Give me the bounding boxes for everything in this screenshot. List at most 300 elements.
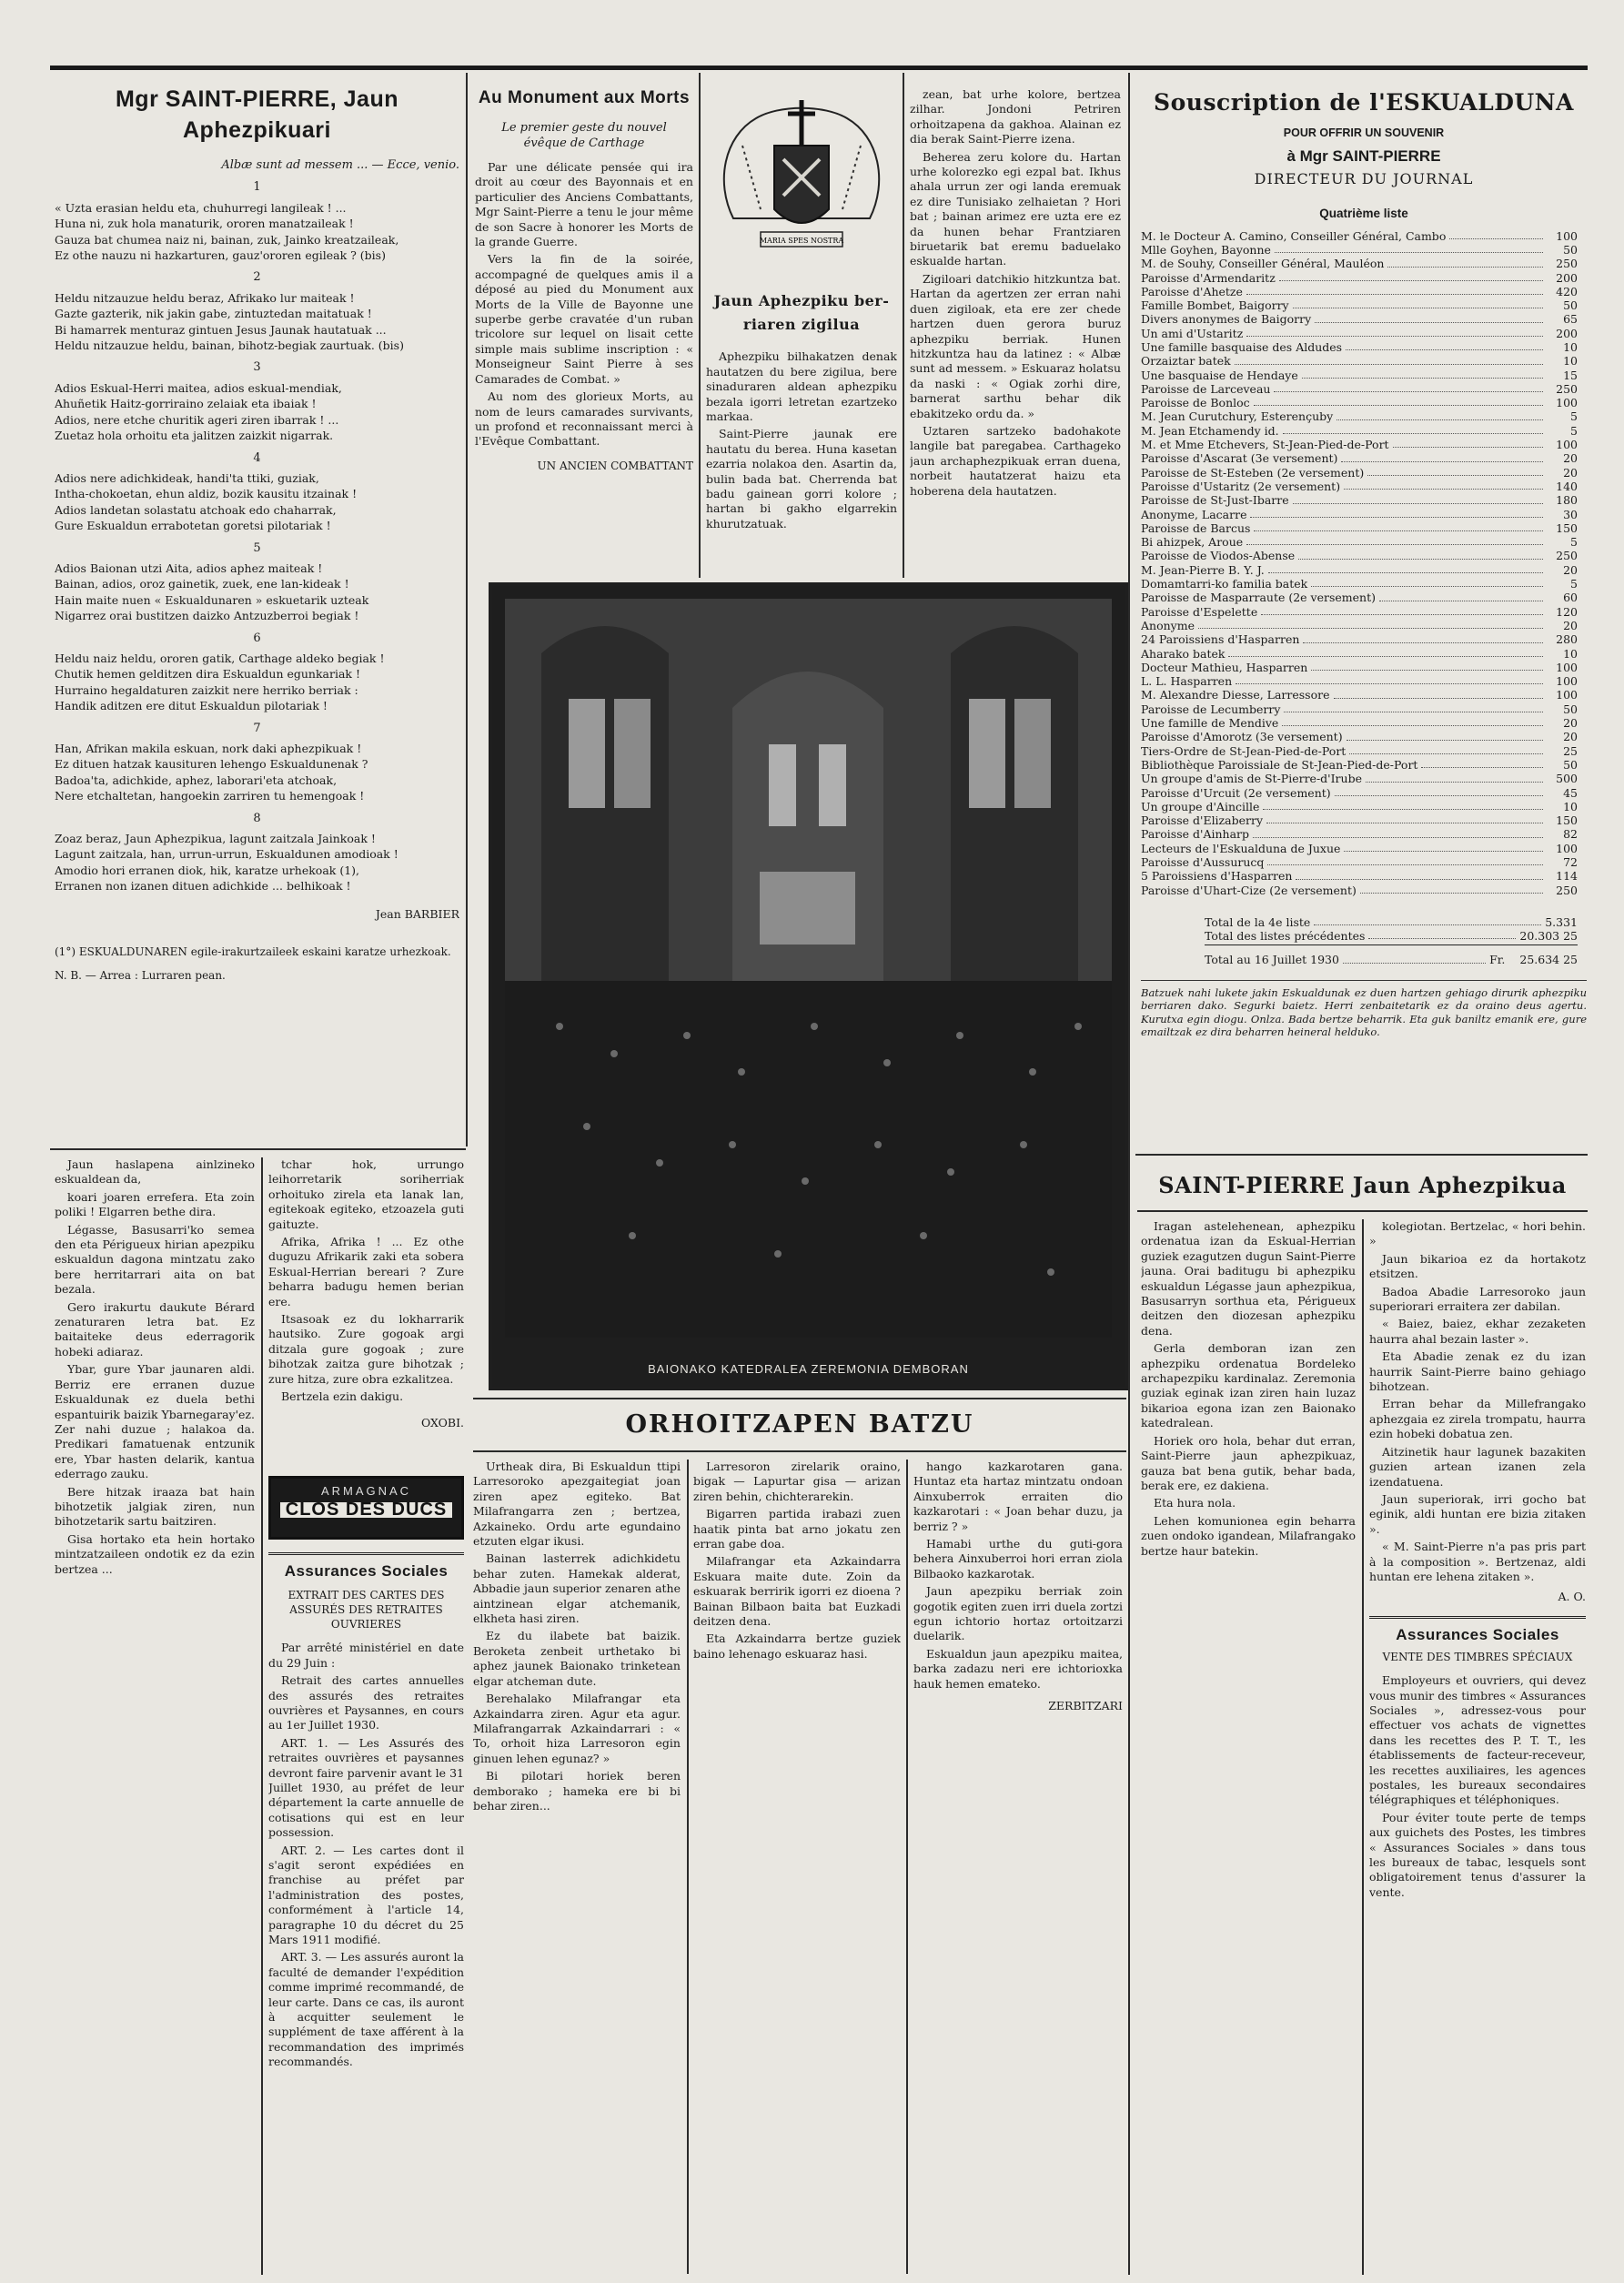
stanza-number: 2 (253, 270, 261, 285)
subscription-entry (1141, 369, 1578, 382)
subscription-note: Batzuek nahi lukete jakin Eskualdunak ez duen hartzen gehiago dirurik aphezpiku berriaren dako. Segurki baietz. Herri zenbaitetarik ez da oraino deus agertu. Kurutxa egin diogu. Onlza. Bada bertze beharrik. Eta guk baniltz emanik ere, gure emailtzak ez dira beharren heineral helduko. (1141, 980, 1587, 1039)
entry-name: Paroisse de St-Just-Ibarre (1141, 493, 1289, 508)
monument-signature: UN ANCIEN COMBATTANT (537, 459, 693, 472)
subscription-entry (1141, 661, 1578, 674)
stanza-line: Hain maite nuen « Eskualdunaren » eskuetarik uzteak (55, 592, 369, 607)
speech-paragraph: Légasse, Basusarri'ko semea den eta Périgueux hirian apezpiku eskualdun dagona mintzatu zako bere herritarrari aita on bat bezala. (55, 1222, 255, 1297)
entry-amount: 82 (1563, 827, 1578, 842)
column-divider (906, 1460, 908, 2274)
monument-body (475, 160, 693, 450)
saint-pierre-paragraph: Lehen komunionea egin beharra zuen ondoko igandean, Milafrangako bertze haur batekin. (1141, 1513, 1356, 1558)
stanza (55, 652, 459, 714)
stanza (55, 471, 459, 534)
section-divider (473, 1450, 1126, 1452)
stanza-line: Intha-chokoetan, ehun aldiz, bozik kausitu itzainak ! (55, 487, 358, 501)
subscription-entry (1141, 813, 1578, 827)
list-title: Quatrième liste (1319, 207, 1408, 221)
entry-amount: 150 (1556, 813, 1578, 828)
subscription-entry (1141, 298, 1578, 312)
speech-signature: OXOBI. (420, 1415, 464, 1429)
entry-amount: 50 (1563, 242, 1578, 257)
stanza-line: Huna ni, zuk hola manaturik, ororen manatzaileak ! (55, 217, 354, 231)
orhoitzapen-paragraph: Jaun apezpiku berriak zoin gogotik egiten zuen irri duela zortzi egun ichtorio hortaz ortoitzarzi duelarik. (913, 1584, 1123, 1643)
orhoitzapen-paragraph: Hamabi urthe du guti-gora behera Ainxuberroi hori erran ziola Bilbaoko kazkarotak. (913, 1537, 1123, 1581)
orhoitzapen-paragraph: Eskualdun jaun apezpiku maitea, barka zadazu neri ere ichtorioxka hauk hemen emateko. (913, 1646, 1123, 1691)
subscription-entry (1141, 674, 1578, 688)
subscription-entry (1141, 480, 1578, 493)
entry-name: Une famille basquaise des Aldudes (1141, 340, 1343, 354)
saint-pierre-paragraph: Badoa Abadie Larresoroko jaun superiorari erraitera zer dabilan. (1369, 1284, 1586, 1314)
speech-paragraph: Bertzela ezin dakigu. (281, 1389, 404, 1404)
subscription-entry (1141, 535, 1578, 549)
subscription-entry (1141, 327, 1578, 340)
entry-amount: 20 (1563, 451, 1578, 466)
entry-name: Anonyme (1141, 618, 1195, 632)
saint-pierre-paragraph: « M. Saint-Pierre n'a pas pris part à la composition ». Bertzenaz, aldi huntan ere lehena zitaken ». (1369, 1540, 1586, 1583)
stanza-number: 1 (253, 180, 261, 195)
entry-amount: 100 (1556, 660, 1578, 674)
poem-title: Mgr SAINT-PIERRE, Jaun Aphezpikuari (115, 86, 399, 143)
entry-name: Paroisse de Bonloc (1141, 396, 1250, 410)
entry-amount: 120 (1556, 604, 1578, 619)
entry-name: Paroisse d'Ustaritz (2e versement) (1141, 479, 1341, 493)
saint-pierre-paragraph: Jaun bikarioa ez da hortakotz etsitzen. (1369, 1251, 1586, 1281)
entry-name: Paroisse de Masparraute (2e versement) (1141, 591, 1376, 605)
subscription-sub2: à Mgr SAINT-PIERRE (1286, 147, 1441, 166)
column-divider (261, 1157, 263, 2275)
entry-name: Paroisse d'Ahetze (1141, 284, 1243, 298)
seal-title-line2: riaren zigilua (742, 316, 861, 334)
column-divider (687, 1460, 689, 2274)
orhoitzapen-col-a (473, 1460, 681, 2274)
assurances-title: Assurances Sociales (284, 1561, 449, 1580)
stanza-line: Adios landetan solastatu atchoak edo chaharrak, (55, 502, 337, 517)
total-row (1205, 929, 1578, 945)
subscription-entry (1141, 605, 1578, 619)
assurances-paragraph: ART. 3. — Les assurés auront la faculté de demander l'expédition comme imprimé recommandé, de leur carte. Dans ce cas, ils auront à acquitter seulement le supplément de taxe afférent à la recommandation des imprimés recommandés. (268, 1950, 464, 2069)
subscription-entry (1141, 716, 1578, 730)
stanza-line: Adios nere adichkideak, handi'ta ttiki, guziak, (55, 470, 319, 485)
stanza-number: 6 (253, 631, 261, 645)
entry-amount: 250 (1556, 549, 1578, 563)
poem-epigraph: Albæ sunt ad messem ... — Ecce, venio. (221, 158, 459, 172)
entry-amount: 280 (1556, 632, 1578, 647)
entry-name: Lecteurs de l'Eskualduna de Juxue (1141, 841, 1341, 855)
entry-name: M. et Mme Etchevers, St-Jean-Pied-de-Port (1141, 438, 1389, 452)
subscription-list (1141, 229, 1587, 897)
entry-amount: 100 (1556, 688, 1578, 702)
subscription-entry (1141, 772, 1578, 785)
subscription-entry (1141, 702, 1578, 716)
seal-paragraph: Saint-Pierre jaunak ere hautatu du berea. Huna kasetan ezarria nolakoa den. Asartin da, bulin bada bat. Cherrenda bat badu gainean gorri kolore ; hartan bi gakho elgarrekin khurutzatuak. (706, 427, 897, 530)
total-amount: 5.331 (1545, 914, 1578, 929)
entry-amount: 10 (1563, 340, 1578, 354)
armagnac-ad (268, 1476, 464, 1540)
orhoitzapen-paragraph: Eta Azkaindarra bertze guziek baino lehenago eskuaraz hasi. (693, 1631, 901, 1661)
subscription-entry (1141, 563, 1578, 577)
saint-pierre-paragraph: Aitzinetik haur lagunek bazakiten guzien artean izanen zela izendatuena. (1369, 1444, 1586, 1489)
stanza-line: Adios Baionan utzi Aita, adios aphez maiteak ! (55, 561, 323, 575)
monument-article (475, 87, 693, 579)
saint-pierre-paragraph: Iragan astelehenean, aphezpiku ordenatua izan da Eskual-Herrian guziek ezagutzen dugun Saint-Pierre jauna. Orai baditugu bi aphezpiku eskualdun Légasse jaun aphezpikua, Basusarryn sorthua eta, Périgueux deitzen den diozesan aphezpiku dena. (1141, 1219, 1356, 1338)
ad-line2: CLOS DES DUCS (280, 1502, 452, 1517)
speech-paragraph: Gisa hortako eta hein hortako mintzatzaileen ondotik ez da ezin bertzea ... (55, 1531, 255, 1576)
poem-footnote: (1°) ESKUALDUNAREN egile-irakurtzaileek eskaini karatze urhezkoak. (55, 945, 451, 959)
section-divider (1137, 1210, 1588, 1212)
subscription-entry (1141, 257, 1578, 270)
entry-name: Une basquaise de Hendaye (1141, 368, 1298, 382)
entry-name: Paroisse de Lecumberry (1141, 702, 1281, 716)
entry-amount: 200 (1556, 326, 1578, 340)
subscription-sub1: POUR OFFRIR UN SOUVENIR (1283, 126, 1445, 139)
episcopal-crest-icon (706, 82, 897, 273)
entry-name: Paroisse d'Uhart-Cize (2e versement) (1141, 883, 1357, 897)
stanza-line: Gazte gazterik, nik jakin gabe, zintuztedan maitatuak ! (55, 307, 372, 321)
assurances-paragraph: ART. 2. — Les cartes dont il s'agit seront expédiées en franchise au préfet par l'administration des postes, conformément à l'article 14, paragraphe 10 du décret du 25 Mars 1911 modifié. (268, 1843, 464, 1947)
stanza-line: Badoa'ta, adichkide, aphez, laborari'eta atchoak, (55, 773, 338, 787)
entry-name: Paroisse d'Amorotz (3e versement) (1141, 730, 1343, 744)
total-amount: 25.634 25 (1519, 953, 1578, 967)
crest-motto: MARIA SPES NOSTRA (759, 237, 844, 245)
saint-pierre-paragraph: « Baiez, baiez, ekhar zezaketen haurra ahal bezain laster ». (1369, 1317, 1586, 1346)
subscription-entry (1141, 758, 1578, 772)
orhoitzapen-title: ORHOITZAPEN BATZU (625, 1410, 974, 1439)
stanza-line: Hurraino hegaldaturen zaizkit nere herriko berriak : (55, 682, 358, 697)
seal-paragraph: Zigiloari datchikio hitzkuntza bat. Hartan da agertzen zer erran nahi duen zigiloak, eta ere zer chede hartzen duen gerora buruz aphezpiku berriak. Hunen hitzkuntza hau da latinez : « Albæ sunt ad messem. » Eskuaraz holatsu da naski : « Ogiak zorhi dire, barnerat sarthu behar dik ebakitzeko ordu da. » (910, 271, 1121, 420)
entry-name: M. de Souhy, Conseiller Général, Mauléon (1141, 257, 1385, 271)
entry-name: Une famille de Mendive (1141, 716, 1279, 731)
subscription-entry (1141, 884, 1578, 897)
speech-article (55, 1157, 255, 2275)
speech-paragraph: Jaun haslapena ainlzineko eskualdean da, (55, 1157, 255, 1187)
monument-paragraph: Vers la fin de la soirée, accompagné de quelques amis il a déposé au pied du Monument aux Morts de la Ville de Bayonne une superbe gerbe cravatée d'un ruban tricolore sur lequel on lisait cette simple mais sublime inscription : « Monseigneur Saint Pierre à ses Camarades de Combat. » (475, 252, 693, 386)
entry-name: Paroisse d'Urcuit (2e versement) (1141, 785, 1331, 800)
entry-name: Un groupe d'Aincille (1141, 799, 1260, 813)
speech-paragraph: tchar hok, urrungo leihorretarik soriherriak orhoituko zirela eta lanak lan, egitekoak egiteko, etzoazela guti gaituzte. (268, 1157, 464, 1231)
subscription-entry (1141, 800, 1578, 813)
entry-name: Paroisse d'Ascarat (3e versement) (1141, 451, 1338, 466)
orhoitzapen-paragraph: Urtheak dira, Bi Eskualdun ttipi Larresoroko apezgaitegiat joan ziren apez egiteko. Bat Milafrangarra zen ; bertzea, Azkaineko. Ordu arte egundaino etzuten elgar ikusi. (473, 1460, 681, 1549)
entry-amount: 20 (1563, 562, 1578, 577)
entry-amount: 72 (1563, 854, 1578, 869)
assurances-paragraph: Retrait des cartes annuelles des assurés des retraites ouvrières et Paysannes, en cours au 1er Juillet 1930. (268, 1673, 464, 1732)
entry-amount: 140 (1556, 479, 1578, 493)
speech-article-continued (268, 1157, 464, 2275)
seal-paragraph: zean, bat urhe kolore, bertzea zilhar. Jondoni Petriren orhoitzapena da gakhoa. Alainan ez dia berak Saint-Pierre izena. (910, 87, 1121, 146)
subscription-entry (1141, 842, 1578, 855)
speech-paragraph: Gero irakurtu daukute Bérard zenaturaren letra bat. Ez baitaiteke deus ederragorik hobeki adiaraz. (55, 1299, 255, 1359)
saint-pierre-body-a (1141, 1219, 1356, 1559)
entry-amount: 20 (1563, 465, 1578, 480)
entry-name: Aharako batek (1141, 646, 1226, 661)
entry-amount: 5 (1570, 535, 1578, 550)
stanza-line: Ahuñetik Haitz-gorriraino zelaiak eta ibaiak ! (55, 397, 317, 411)
subscription-column (1141, 87, 1587, 1147)
entry-amount: 5 (1570, 577, 1578, 591)
entry-name: 24 Paroissiens d'Hasparren (1141, 632, 1300, 647)
entry-name: M. Alexandre Diesse, Larressore (1141, 688, 1330, 702)
entry-amount: 15 (1563, 368, 1578, 382)
subscription-entry (1141, 271, 1578, 285)
entry-name: 5 Paroissiens d'Hasparren (1141, 869, 1293, 884)
stanza-line: Zoaz beraz, Jaun Aphezpikua, lagunt zaitzala Jainkoak ! (55, 832, 376, 846)
cathedral-image (505, 599, 1112, 1338)
stanza-number: 7 (253, 721, 261, 735)
entry-amount: 114 (1556, 869, 1578, 884)
poem-column (55, 84, 459, 1144)
assurances-paragraph: ART. 1. — Les Assurés des retraites ouvrières et paysannes devront faire parvenir avant le 31 Juillet 1930, au préfet de leur département la carte annuelle de cotisations qui est en leur possession. (268, 1735, 464, 1840)
cathedral-photo (489, 582, 1128, 1390)
entry-name: Paroisse de St-Esteben (2e versement) (1141, 465, 1365, 480)
orhoitzapen-col-b (693, 1460, 901, 2274)
seal-body-continued (910, 87, 1121, 499)
stanza-line: Heldu nitzauzue heldu beraz, Afrikako lur maiteak ! (55, 290, 355, 305)
subscription-entry (1141, 409, 1578, 423)
orhoitzapen-paragraph: Larresoron zirelarik oraino, bigak — Lapurtar gisa — arizan ziren behin, chichterarekin. (693, 1460, 901, 1503)
orhoitzapen-paragraph: Ez du ilabete bat baizik. Beroketa zenbeit urthetako bi aphez jaunek Baionako trinketean elgar atcheman dute. (473, 1629, 681, 1688)
stanza-line: Ez dituen hatzak kausituren lehengo Eskualdunenak ? (55, 757, 368, 772)
assurances-body-2 (1369, 1673, 1586, 1900)
entry-name: Docteur Mathieu, Hasparren (1141, 660, 1308, 674)
stanza-number: 3 (253, 360, 261, 375)
entry-name: Bi ahizpek, Aroue (1141, 535, 1244, 550)
stanza-line: Gure Eskualdun errabotetan goretsi pilotariak ! (55, 519, 331, 533)
monument-paragraph: Au nom des glorieux Morts, au nom de leurs camarades survivants, un profond et reconnaissant merci à l'Evêque Combattant. (475, 389, 693, 449)
stanza (55, 742, 459, 804)
orhoitzapen-body-c (913, 1460, 1123, 1692)
subscription-entry (1141, 855, 1578, 869)
speech-body (55, 1157, 255, 1577)
assurances-paragraph: Employeurs et ouvriers, qui devez vous munir des timbres « Assurances Sociales », adressez-vous pour effectuer vos achats de vignettes dans les recettes des P. T. T., les établissements de facteur-receveur, les recettes auxiliaires, les agences postales, les bureaux secondaires télégraphiques et téléphoniques. (1369, 1673, 1586, 1807)
stanza (55, 291, 459, 354)
entry-name: Bibliothèque Paroissiale de St-Jean-Pied-de-Port (1141, 757, 1418, 772)
subscription-entry (1141, 340, 1578, 354)
subscription-entry (1141, 730, 1578, 743)
entry-amount: 100 (1556, 228, 1578, 243)
entry-amount: 250 (1556, 257, 1578, 271)
entry-name: M. Jean Etchamendy id. (1141, 423, 1279, 438)
saint-pierre-paragraph: Horiek oro hola, behar dut erran, Saint-Pierre jaun aphezpikuaz, gauza bat bena gutik, behar bada, berak ere, ez dakiena. (1141, 1433, 1356, 1492)
entry-name: Paroisse de Larceveau (1141, 381, 1271, 396)
speech-paragraph: Ybar, gure Ybar jaunaren aldi. Berriz ere erranen duzue Eskualdunak ez duela bethi espantuirik baizik Ybarnegaray'ez. Zer nahi duzue ; halakoa da. Predikari famatuenak entzunik ere, Ybar hasten delarik, kantua ederrago zauku. (55, 1362, 255, 1481)
entry-amount: 200 (1556, 270, 1578, 285)
entry-amount: 250 (1556, 883, 1578, 897)
entry-amount: 150 (1556, 520, 1578, 535)
poem-stanzas (55, 180, 459, 894)
saint-pierre-paragraph: Jaun superiorak, irri gocho bat eginik, aldi huntan ere bizia zitaken ». (1369, 1491, 1586, 1536)
subscription-entry (1141, 312, 1578, 326)
stanza-line: Adios, nere etche churitik ageri ziren ibarrak ! ... (55, 412, 339, 427)
entry-amount: 500 (1556, 772, 1578, 786)
entry-amount: 10 (1563, 799, 1578, 813)
photo-caption: BAIONAKO KATEDRALEA ZEREMONIA DEMBORAN (648, 1362, 969, 1376)
subscription-entry (1141, 632, 1578, 646)
entry-amount: 45 (1563, 785, 1578, 800)
entry-amount: 5 (1570, 423, 1578, 438)
entry-name: Paroisse d'Ainharp (1141, 827, 1249, 842)
subscription-entry (1141, 451, 1578, 465)
subscription-entry (1141, 591, 1578, 604)
entry-amount: 10 (1563, 354, 1578, 369)
entry-name: Orzaiztar batek (1141, 354, 1231, 369)
column-divider (1362, 1219, 1364, 2275)
subscription-entry (1141, 647, 1578, 661)
speech-paragraph: Itsasoak ez du lokharrarik hautsiko. Zure gogoak argi ditzala gure gogoak ; zure bihotzak zaitza gure bihotzak ; zure hitza, zure obra ezkalitzea. (268, 1312, 464, 1386)
stanza-line: Bainan, adios, oroz gainetik, zuek, ene lan-kideak ! (55, 577, 349, 591)
monument-subtitle: Le premier geste du nouvel évêque de Carthage (501, 121, 667, 150)
total-unit: Fr. (1489, 953, 1506, 967)
column-divider (699, 73, 701, 578)
entry-amount: 50 (1563, 702, 1578, 716)
column-divider (466, 73, 468, 1147)
saint-pierre-paragraph: Eta Abadie zenak ez du izan haurrik Saint-Pierre baino gehiago bihotzean. (1369, 1349, 1586, 1394)
entry-amount: 50 (1563, 757, 1578, 772)
entry-name: Divers anonymes de Baigorry (1141, 312, 1312, 327)
entry-amount: 30 (1563, 507, 1578, 521)
entry-amount: 20 (1563, 716, 1578, 731)
stanza-line: Gauza bat chumea naiz ni, bainan, zuk, Jainko kreatzaileak, (55, 232, 399, 247)
stanza-line: « Uzta erasian heldu eta, chuhurregi langileak ! ... (55, 200, 347, 215)
subscription-entry (1141, 396, 1578, 409)
entry-name: Tiers-Ordre de St-Jean-Pied-de-Port (1141, 743, 1347, 758)
subscription-totals (1141, 915, 1587, 967)
stanza-line: Heldu nitzauzue heldu, bainan, bihotz-begiak zaurtuak. (bis) (55, 338, 404, 353)
total-row (1205, 915, 1578, 929)
entry-name: Un ami d'Ustaritz (1141, 326, 1244, 340)
stanza-number: 8 (253, 811, 261, 825)
section-divider (473, 1398, 1126, 1399)
saint-pierre-body-b (1369, 1219, 1586, 1584)
subscription-entry (1141, 438, 1578, 451)
stanza (55, 561, 459, 624)
stanza (55, 201, 459, 264)
entry-name: Un groupe d'amis de St-Pierre-d'Irube (1141, 772, 1362, 786)
stanza-line: Erranen non izanen dituen adichkide ... belhikoak ! (55, 879, 351, 894)
saint-pierre-paragraph: kolegiotan. Bertzelac, « hori behin. » (1369, 1219, 1586, 1248)
monument-title: Au Monument aux Morts (478, 88, 691, 107)
subscription-entry (1141, 577, 1578, 591)
subscription-entry (1141, 521, 1578, 535)
stanza-line: Zuetaz hola orhoitu eta jalitzen zaizkit nigarrak. (55, 429, 334, 443)
subscription-entry (1141, 619, 1578, 632)
section-divider (50, 1148, 466, 1150)
entry-amount: 5 (1570, 409, 1578, 424)
ad-line1: ARMAGNAC (320, 1483, 412, 1498)
speech-paragraph: Afrika, Afrika ! ... Ez othe duguzu Afrikarik zaki eta sobera Eskual-Herrian bereari ? Zure beharra badugu hemen berian ere. (268, 1235, 464, 1308)
entry-amount: 65 (1563, 312, 1578, 327)
stanza-line: Ez othe nauzu ni hazkarturen, gauz'ororen egileak ? (bis) (55, 248, 386, 263)
total-label: Total de la 4e liste (1205, 914, 1311, 929)
stanza-line: Han, Afrikan makila eskuan, nork daki aphezpikuak ! (55, 742, 362, 755)
subscription-entry (1141, 549, 1578, 562)
entry-amount: 180 (1556, 493, 1578, 508)
seal-paragraph: Aphezpiku bilhakatzen denak hautatzen du bere zigilua, bere sinaduraren aldean aphezpiku bezala igorri letretan ezartzeko markaa. (706, 349, 897, 424)
orhoitzapen-paragraph: Bainan lasterrek adichkidetu behar zuten. Hamekak alderat, Abbadie jaun superior zenaren athe aintzinean elgar atchemanik, elkheta hasi ziren. (473, 1551, 681, 1626)
stanza-line: Heldu naiz heldu, ororen gatik, Carthage aldeko begiak ! (55, 651, 385, 665)
stanza-line: Nigarrez orai bustitzen daizko Antzuzberroi begiak ! (55, 609, 359, 623)
assurances-paragraph: Par arrêté ministériel en date du 29 Juin : (268, 1641, 464, 1670)
subscription-entry (1141, 382, 1578, 396)
orhoitzapen-paragraph: Bigarren partida irabazi zuen haatik pinta bat arno jokatu zen erran gabe doa. (693, 1507, 901, 1551)
stanza-line: Nere etchaltetan, hangoekin zarriren tu hemengoak ! (55, 789, 365, 803)
seal-body (706, 349, 897, 531)
subscription-entry (1141, 354, 1578, 368)
subscription-entry (1141, 869, 1578, 883)
entry-name: Mlle Goyhen, Bayonne (1141, 242, 1271, 257)
stanza-line: Adios Eskual-Herri maitea, adios eskual-mendiak, (55, 380, 342, 395)
stanza-line: Lagunt zaitzala, han, urrun-urrun, Eskualdunen amodioak ! (55, 847, 398, 862)
stanza-line: Amodio hori erranen diok, hik, karatze urhekoak (1), (55, 863, 360, 877)
assurances-subtitle-2: VENTE DES TIMBRES SPÉCIAUX (1382, 1651, 1573, 1664)
assurances-paragraph: Pour éviter toute perte de temps aux guichets des Postes, les timbres « Assurances Sociales » dans tous les bureaux de tabac, lesquels sont obligatoirement tenus d'assurer la vente. (1369, 1810, 1586, 1899)
seal-title (706, 289, 897, 337)
entry-name: Paroisse d'Elizaberry (1141, 813, 1264, 828)
entry-name: Anonyme, Lacarre (1141, 507, 1247, 521)
entry-name: L. L. Hasparren (1141, 674, 1233, 689)
orhoitzapen-paragraph: Milafrangar eta Azkaindarra Eskuara maite dute. Zoin da eskuarak berririk igorri ez dioena ? Bainan Bilbaon baita bat Euzkadi deitzen dena. (693, 1554, 901, 1629)
saint-pierre-signature: A. O. (1558, 1590, 1586, 1604)
entry-name: M. le Docteur A. Camino, Conseiller Général, Cambo (1141, 228, 1447, 243)
orhoitzapen-paragraph: hango kazkarotaren gana. Huntaz eta hartaz mintzatu ondoan Ainxuberrok erraiten dio kazkarotari : « Joan behar duzu, ja berriz ? » (913, 1460, 1123, 1533)
subscription-entry (1141, 744, 1578, 758)
entry-name: Domamtarri-ko familia batek (1141, 577, 1308, 591)
seal-paragraph: Beherea zeru kolore du. Hartan urhe kolorezko egi ezpal bat. Ikhus ahala urrun zer ogi landa eremuak ez dire Tunisiako zelhaietan ? Hori bat ; bainan arimez ere uzta ere ez da hunen behar Frantziaren biruetarik bat eremu baduelako eskualde hartan. (910, 149, 1121, 268)
entry-amount: 20 (1563, 730, 1578, 744)
entry-amount: 50 (1563, 298, 1578, 313)
entry-name: M. Jean-Pierre B. Y. J. (1141, 562, 1265, 577)
entry-amount: 100 (1556, 438, 1578, 452)
entry-amount: 60 (1563, 591, 1578, 605)
entry-name: Paroisse d'Espelette (1141, 604, 1258, 619)
subscription-entry (1141, 285, 1578, 298)
entry-name: Paroisse d'Aussurucq (1141, 854, 1265, 869)
subscription-entry (1141, 508, 1578, 521)
entry-amount: 100 (1556, 674, 1578, 689)
subscription-title: Souscription de l'ESKUALDUNA (1154, 89, 1574, 116)
subscription-sub3: DIRECTEUR DU JOURNAL (1254, 169, 1474, 187)
subscription-entry (1141, 424, 1578, 438)
subscription-entry (1141, 466, 1578, 480)
poem-signature: Jean BARBIER (375, 906, 459, 921)
total-label: Total des listes précédentes (1205, 929, 1366, 944)
orhoitzapen-signature: ZERBITZARI (1048, 1699, 1123, 1713)
orhoitzapen-paragraph: Berehalako Milafrangar eta Azkaindarra ziren. Agur eta agur. Milafrangarrak Azkaindarrari : « To, orhoit hiza Larresoron egin ginuen lehen egunaz? » (473, 1692, 681, 1765)
total-amount: 20.303 25 (1519, 929, 1578, 944)
monument-paragraph: Par une délicate pensée qui ira droit au cœur des Bayonnais et en particulier des Anciens Combattants, Mgr Saint-Pierre a tenu le jour même de son Sacre à honorer les Morts de la grande Guerre. (475, 160, 693, 249)
column-divider (903, 73, 904, 578)
stanza-number: 5 (253, 540, 261, 555)
entry-amount: 250 (1556, 381, 1578, 396)
saint-pierre-col-b (1369, 1219, 1586, 2275)
assurances-title-2: Assurances Sociales (1396, 1625, 1559, 1643)
entry-name: Paroisse de Viodos-Abense (1141, 549, 1296, 563)
poem-nb: N. B. — Arrea : Lurraren pean. (55, 969, 226, 983)
subscription-entry (1141, 688, 1578, 702)
total-label: Total au 16 Juillet 1930 (1205, 953, 1339, 967)
saint-pierre-paragraph: Eta hura nola. (1154, 1496, 1236, 1510)
entry-name: Famille Bombet, Baigorry (1141, 298, 1289, 313)
total-row (1205, 953, 1578, 966)
speech-paragraph: koari joaren errefera. Eta zoin poliki ! Elgarren bethe dira. (55, 1189, 255, 1219)
orhoitzapen-body-b (693, 1460, 901, 1662)
section-divider (1135, 1154, 1588, 1156)
column-divider (1128, 73, 1130, 2275)
entry-name: Paroisse d'Armendaritz (1141, 270, 1276, 285)
entry-amount: 100 (1556, 841, 1578, 855)
seal-article (706, 82, 897, 578)
saint-pierre-col-a (1141, 1219, 1356, 2275)
subscription-entry (1141, 827, 1578, 841)
